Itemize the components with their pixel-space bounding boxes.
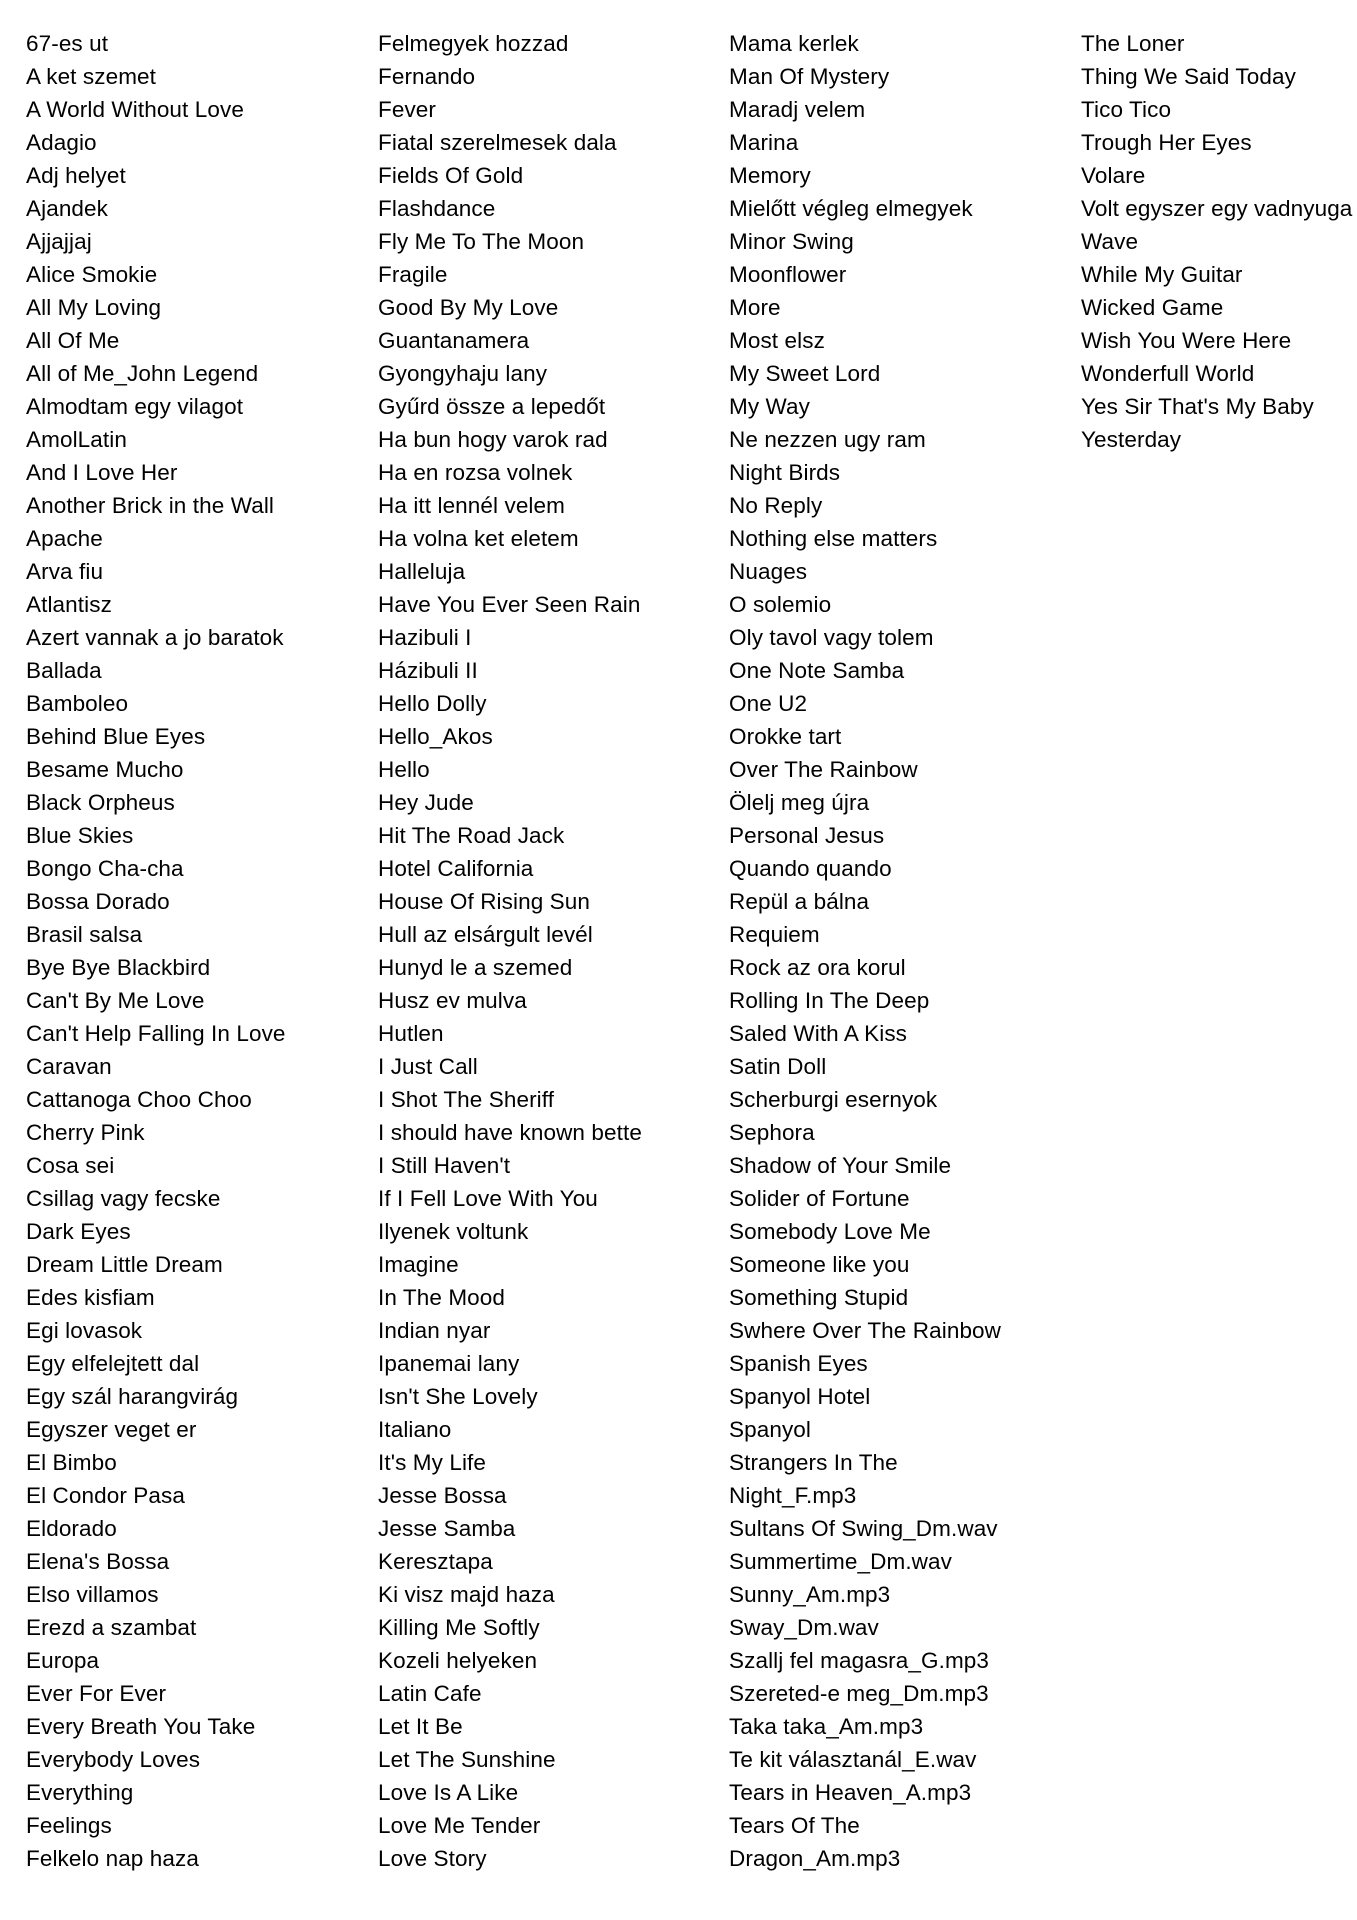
song-title: Besame Mucho [26, 757, 184, 782]
song-title: House Of Rising Sun [378, 889, 591, 914]
song-title: I should have known bette [378, 1120, 642, 1145]
song-title: Memory [729, 163, 811, 188]
song-title: Elso villamos [26, 1582, 159, 1607]
song-title: Almodtam egy vilagot [26, 394, 244, 419]
song-title: The Loner [1081, 31, 1185, 56]
song-title: Tears Of The [729, 1813, 860, 1838]
song-title: No Reply [729, 493, 823, 518]
song-title: Moonflower [729, 262, 847, 287]
song-title: Sultans Of Swing_Dm.wav [729, 1516, 998, 1541]
song-title: Taka taka_Am.mp3 [729, 1714, 924, 1739]
song-title: Saled With A Kiss [729, 1021, 908, 1046]
song-title: Sunny_Am.mp3 [729, 1582, 891, 1607]
song-title: My Way [729, 394, 811, 419]
song-title: While My Guitar [1081, 262, 1243, 287]
song-title: Brasil salsa [26, 922, 143, 947]
song-title: Bongo Cha-cha [26, 856, 184, 881]
song-title: Minor Swing [729, 229, 854, 254]
song-title: Love Me Tender [378, 1813, 541, 1838]
song-title: Maradj velem [729, 97, 866, 122]
song-title: All My Loving [26, 295, 162, 320]
song-title: Jesse Samba [378, 1516, 516, 1541]
song-title: Scherburgi esernyok [729, 1087, 938, 1112]
song-title: Satin Doll [729, 1054, 827, 1079]
song-title: Dream Little Dream [26, 1252, 223, 1277]
song-title: Csillag vagy fecske [26, 1186, 221, 1211]
song-title: Sway_Dm.wav [729, 1615, 879, 1640]
song-title: Ki visz majd haza [378, 1582, 555, 1607]
song-column-3 [729, 27, 1001, 1875]
song-title: Alice Smokie [26, 262, 158, 287]
song-title: Requiem [729, 922, 820, 947]
song-title: Volare [1081, 163, 1146, 188]
song-title: Tears in Heaven_A.mp3 [729, 1780, 972, 1805]
song-title: Something Stupid [729, 1285, 909, 1310]
song-title: Wish You Were Here [1081, 328, 1292, 353]
song-title: Can't By Me Love [26, 988, 205, 1013]
song-title: Another Brick in the Wall [26, 493, 275, 518]
song-title: Tico Tico [1081, 97, 1172, 122]
song-title: Strangers In The [729, 1450, 898, 1475]
song-title: Trough Her Eyes [1081, 130, 1252, 155]
song-title: Over The Rainbow [729, 757, 918, 782]
song-title: Gyűrd össze a lepedőt [378, 394, 606, 419]
song-title: Italiano [378, 1417, 452, 1442]
song-title: Can't Help Falling In Love [26, 1021, 286, 1046]
song-title: Wonderfull World [1081, 361, 1255, 386]
song-title: Ipanemai lany [378, 1351, 520, 1376]
song-title: Sephora [729, 1120, 815, 1145]
song-title: Hit The Road Jack [378, 823, 565, 848]
song-title: Latin Cafe [378, 1681, 482, 1706]
song-title: Nothing else matters [729, 526, 938, 551]
song-title: Halleluja [378, 559, 466, 584]
song-title: It's My Life [378, 1450, 487, 1475]
song-title: One U2 [729, 691, 808, 716]
song-title: Felmegyek hozzad [378, 31, 569, 56]
song-title: Behind Blue Eyes [26, 724, 206, 749]
song-title: Love Is A Like [378, 1780, 519, 1805]
song-title: Szallj fel magasra_G.mp3 [729, 1648, 990, 1673]
song-title: El Bimbo [26, 1450, 117, 1475]
song-title: Spanyol [729, 1417, 812, 1442]
song-title: Edes kisfiam [26, 1285, 155, 1310]
song-title: Eldorado [26, 1516, 117, 1541]
song-title: Rolling In The Deep [729, 988, 930, 1013]
song-title: Fragile [378, 262, 448, 287]
song-title: Apache [26, 526, 103, 551]
song-title: Ha en rozsa volnek [378, 460, 573, 485]
song-title: One Note Samba [729, 658, 905, 683]
song-title: Hazibuli I [378, 625, 472, 650]
song-title: Man Of Mystery [729, 64, 890, 89]
song-title: Egy szál harangvirág [26, 1384, 239, 1409]
song-title: Azert vannak a jo baratok [26, 625, 284, 650]
song-title: Keresztapa [378, 1549, 493, 1574]
song-title: Yesterday [1081, 427, 1182, 452]
song-title: Ajandek [26, 196, 109, 221]
song-title: Love Story [378, 1846, 487, 1871]
song-title: Dragon_Am.mp3 [729, 1846, 901, 1871]
song-title: Ever For Ever [26, 1681, 167, 1706]
song-title: Marina [729, 130, 799, 155]
song-title: Feelings [26, 1813, 112, 1838]
song-title: Quando quando [729, 856, 892, 881]
song-title: Cattanoga Choo Choo [26, 1087, 252, 1112]
song-title: Indian nyar [378, 1318, 491, 1343]
song-title: Flashdance [378, 196, 496, 221]
song-title: Arva fiu [26, 559, 104, 584]
song-title: Fiatal szerelmesek dala [378, 130, 617, 155]
song-title: Ha itt lennél velem [378, 493, 565, 518]
song-title: Felkelo nap haza [26, 1846, 199, 1871]
song-title: Good By My Love [378, 295, 559, 320]
song-title: More [729, 295, 781, 320]
song-column-2 [378, 27, 642, 1875]
song-title: Hunyd le a szemed [378, 955, 573, 980]
song-title: Most elsz [729, 328, 825, 353]
song-title: Hello Dolly [378, 691, 487, 716]
song-title: Egy elfelejtett dal [26, 1351, 200, 1376]
song-title: Házibuli II [378, 658, 478, 683]
song-title: Hutlen [378, 1021, 444, 1046]
song-title: Ajjajjaj [26, 229, 92, 254]
song-title: Erezd a szambat [26, 1615, 197, 1640]
song-title: Let The Sunshine [378, 1747, 556, 1772]
song-title: Wave [1081, 229, 1139, 254]
song-title: Oly tavol vagy tolem [729, 625, 934, 650]
song-title: Personal Jesus [729, 823, 885, 848]
song-title: Have You Ever Seen Rain [378, 592, 641, 617]
song-title: AmolLatin [26, 427, 127, 452]
song-title: Mielőtt végleg elmegyek [729, 196, 973, 221]
song-title: Adagio [26, 130, 97, 155]
song-title: Dark Eyes [26, 1219, 131, 1244]
song-title: In The Mood [378, 1285, 506, 1310]
song-title: Ilyenek voltunk [378, 1219, 529, 1244]
song-title: El Condor Pasa [26, 1483, 185, 1508]
song-title: All Of Me [26, 328, 120, 353]
song-title: Cosa sei [26, 1153, 115, 1178]
song-title: I Still Haven't [378, 1153, 511, 1178]
song-title: I Shot The Sheriff [378, 1087, 555, 1112]
song-title: Someone like you [729, 1252, 910, 1277]
song-title: Te kit választanál_E.wav [729, 1747, 977, 1772]
song-title: A World Without Love [26, 97, 244, 122]
song-title: Cherry Pink [26, 1120, 145, 1145]
song-title: Rock az ora korul [729, 955, 906, 980]
song-title: Elena's Bossa [26, 1549, 170, 1574]
song-title: Isn't She Lovely [378, 1384, 538, 1409]
song-title: Night_F.mp3 [729, 1483, 857, 1508]
song-title: Thing We Said Today [1081, 64, 1296, 89]
song-title: Black Orpheus [26, 790, 175, 815]
song-title: Gyongyhaju lany [378, 361, 548, 386]
song-column-4 [1081, 27, 1352, 456]
song-title: Somebody Love Me [729, 1219, 931, 1244]
song-title: Fly Me To The Moon [378, 229, 585, 254]
song-title: Hey Jude [378, 790, 474, 815]
song-title: Fields Of Gold [378, 163, 524, 188]
song-title: Hello [378, 757, 430, 782]
song-title: If I Fell Love With You [378, 1186, 598, 1211]
song-title: Bamboleo [26, 691, 129, 716]
song-title: Hello_Akos [378, 724, 493, 749]
song-title: Egi lovasok [26, 1318, 143, 1343]
song-title: All of Me_John Legend [26, 361, 259, 386]
song-column-1 [26, 27, 286, 1875]
song-title: Everything [26, 1780, 134, 1805]
song-title: 67-es ut [26, 31, 109, 56]
song-title: Bye Bye Blackbird [26, 955, 211, 980]
song-title: Let It Be [378, 1714, 463, 1739]
song-title: Ölelj meg újra [729, 790, 870, 815]
song-title: Imagine [378, 1252, 459, 1277]
song-title: Volt egyszer egy vadnyuga [1081, 196, 1353, 221]
song-title: Mama kerlek [729, 31, 859, 56]
song-title: Yes Sir That's My Baby [1081, 394, 1314, 419]
song-title: Jesse Bossa [378, 1483, 507, 1508]
song-title: Wicked Game [1081, 295, 1224, 320]
song-title: Nuages [729, 559, 808, 584]
song-title: Husz ev mulva [378, 988, 527, 1013]
song-title: O solemio [729, 592, 832, 617]
song-title: Atlantisz [26, 592, 112, 617]
song-title: Fernando [378, 64, 476, 89]
song-title: Repül a bálna [729, 889, 870, 914]
song-title: Caravan [26, 1054, 112, 1079]
song-title: My Sweet Lord [729, 361, 881, 386]
song-title: Blue Skies [26, 823, 134, 848]
song-title: Swhere Over The Rainbow [729, 1318, 1002, 1343]
song-title: Bossa Dorado [26, 889, 170, 914]
song-title: A ket szemet [26, 64, 157, 89]
song-title: Ha volna ket eletem [378, 526, 579, 551]
song-title: Solider of Fortune [729, 1186, 910, 1211]
song-title: I Just Call [378, 1054, 478, 1079]
song-title: Hotel California [378, 856, 534, 881]
song-title: Night Birds [729, 460, 841, 485]
song-title: Ballada [26, 658, 102, 683]
song-title: Orokke tart [729, 724, 842, 749]
song-title: Everybody Loves [26, 1747, 201, 1772]
song-title: And I Love Her [26, 460, 178, 485]
song-title: Hull az elsárgult levél [378, 922, 593, 947]
song-title: Fever [378, 97, 437, 122]
song-title: Every Breath You Take [26, 1714, 256, 1739]
song-title: Shadow of Your Smile [729, 1153, 952, 1178]
song-title: Ha bun hogy varok rad [378, 427, 608, 452]
song-title: Ne nezzen ugy ram [729, 427, 926, 452]
song-title: Summertime_Dm.wav [729, 1549, 952, 1574]
song-title: Spanyol Hotel [729, 1384, 871, 1409]
song-title: Kozeli helyeken [378, 1648, 538, 1673]
song-title: Adj helyet [26, 163, 126, 188]
song-title: Spanish Eyes [729, 1351, 868, 1376]
song-title: Killing Me Softly [378, 1615, 540, 1640]
song-title: Egyszer veget er [26, 1417, 197, 1442]
song-title: Szereted-e meg_Dm.mp3 [729, 1681, 989, 1706]
song-title: Europa [26, 1648, 100, 1673]
song-title: Guantanamera [378, 328, 530, 353]
